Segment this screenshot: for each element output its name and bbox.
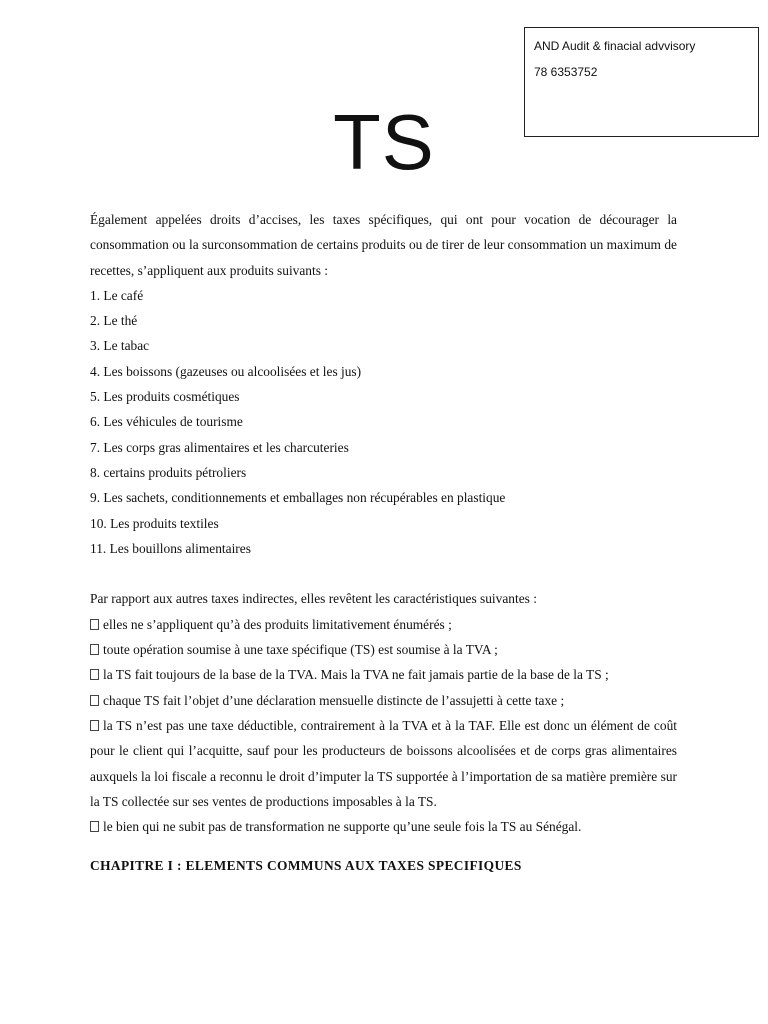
list-item: 6. Les véhicules de tourisme xyxy=(90,414,243,430)
page-title: TS xyxy=(333,98,435,186)
characteristic-text: chaque TS fait l’objet d’une déclaration mensuelle distincte de l’assujetti à cette taxe ; xyxy=(103,692,565,708)
missing-glyph-box-icon xyxy=(90,619,99,630)
missing-glyph-box-icon xyxy=(90,644,99,655)
list-item: 4. Les boissons (gazeuses ou alcoolisées et les jus) xyxy=(90,363,362,379)
intro-paragraph: Également appelées droits d’accises, les taxes spécifiques, qui ont pour vocation de décourager la consommation ou la surconsommation de certains produits ou de tirer de leur consommation un maximum de recettes, s’appliquent aux produits suivants : xyxy=(90,212,677,278)
list-item: 2. Le thé xyxy=(90,313,138,329)
characteristic-text: toute opération soumise à une taxe spécifique (TS) est soumise à la TVA ; xyxy=(103,642,498,658)
company-name: AND Audit & finacial advvisory xyxy=(534,39,696,53)
characteristic-item xyxy=(90,814,677,839)
list-item: 1. Le café xyxy=(90,287,144,303)
document-body xyxy=(90,207,677,879)
list-item: 11. Les bouillons alimentaires xyxy=(90,540,251,556)
spacer xyxy=(90,561,677,586)
company-phone: 78 6353752 xyxy=(534,65,598,79)
characteristics-intro: Par rapport aux autres taxes indirectes, elles revêtent les caractéristiques suivantes : xyxy=(90,591,537,607)
list-item: 10. Les produits textiles xyxy=(90,515,219,531)
missing-glyph-box-icon xyxy=(90,695,99,706)
list-item: 3. Le tabac xyxy=(90,338,150,354)
chapter-heading: CHAPITRE I : ELEMENTS COMMUNS AUX TAXES SPECIFIQUES xyxy=(90,858,522,874)
characteristic-item xyxy=(90,662,677,687)
list-item: 5. Les produits cosmétiques xyxy=(90,389,240,405)
characteristic-item xyxy=(90,688,677,713)
characteristic-item xyxy=(90,612,677,637)
list-item: 9. Les sachets, conditionnements et emballages non récupérables en plastique xyxy=(90,490,506,506)
list-item: 7. Les corps gras alimentaires et les charcuteries xyxy=(90,439,349,455)
missing-glyph-box-icon xyxy=(90,821,99,832)
characteristic-text: la TS n’est pas une taxe déductible, contrairement à la TVA et à la TAF. Elle est donc un élément de coût pour le client qui l’acquitte, sauf pour les producteurs de boissons alcoolisées et de corps gras alimentaires auxquels la loi fiscale a reconnu le droit d’imputer la TS supportée à l’importation de sa matière première sur la TS collectée sur ses ventes de productions imposables à la TS. xyxy=(90,717,677,809)
characteristic-item xyxy=(90,713,677,814)
missing-glyph-box-icon xyxy=(90,720,99,731)
missing-glyph-box-icon xyxy=(90,669,99,680)
characteristic-text: la TS fait toujours de la base de la TVA. Mais la TVA ne fait jamais partie de la base de la TS ; xyxy=(103,667,609,683)
characteristic-text: le bien qui ne subit pas de transformation ne supporte qu’une seule fois la TS au Sénégal. xyxy=(103,819,582,835)
list-item: 8. certains produits pétroliers xyxy=(90,464,247,480)
product-list xyxy=(90,283,677,561)
characteristic-text: elles ne s’appliquent qu’à des produits limitativement énumérés ; xyxy=(103,616,452,632)
characteristic-item xyxy=(90,637,677,662)
